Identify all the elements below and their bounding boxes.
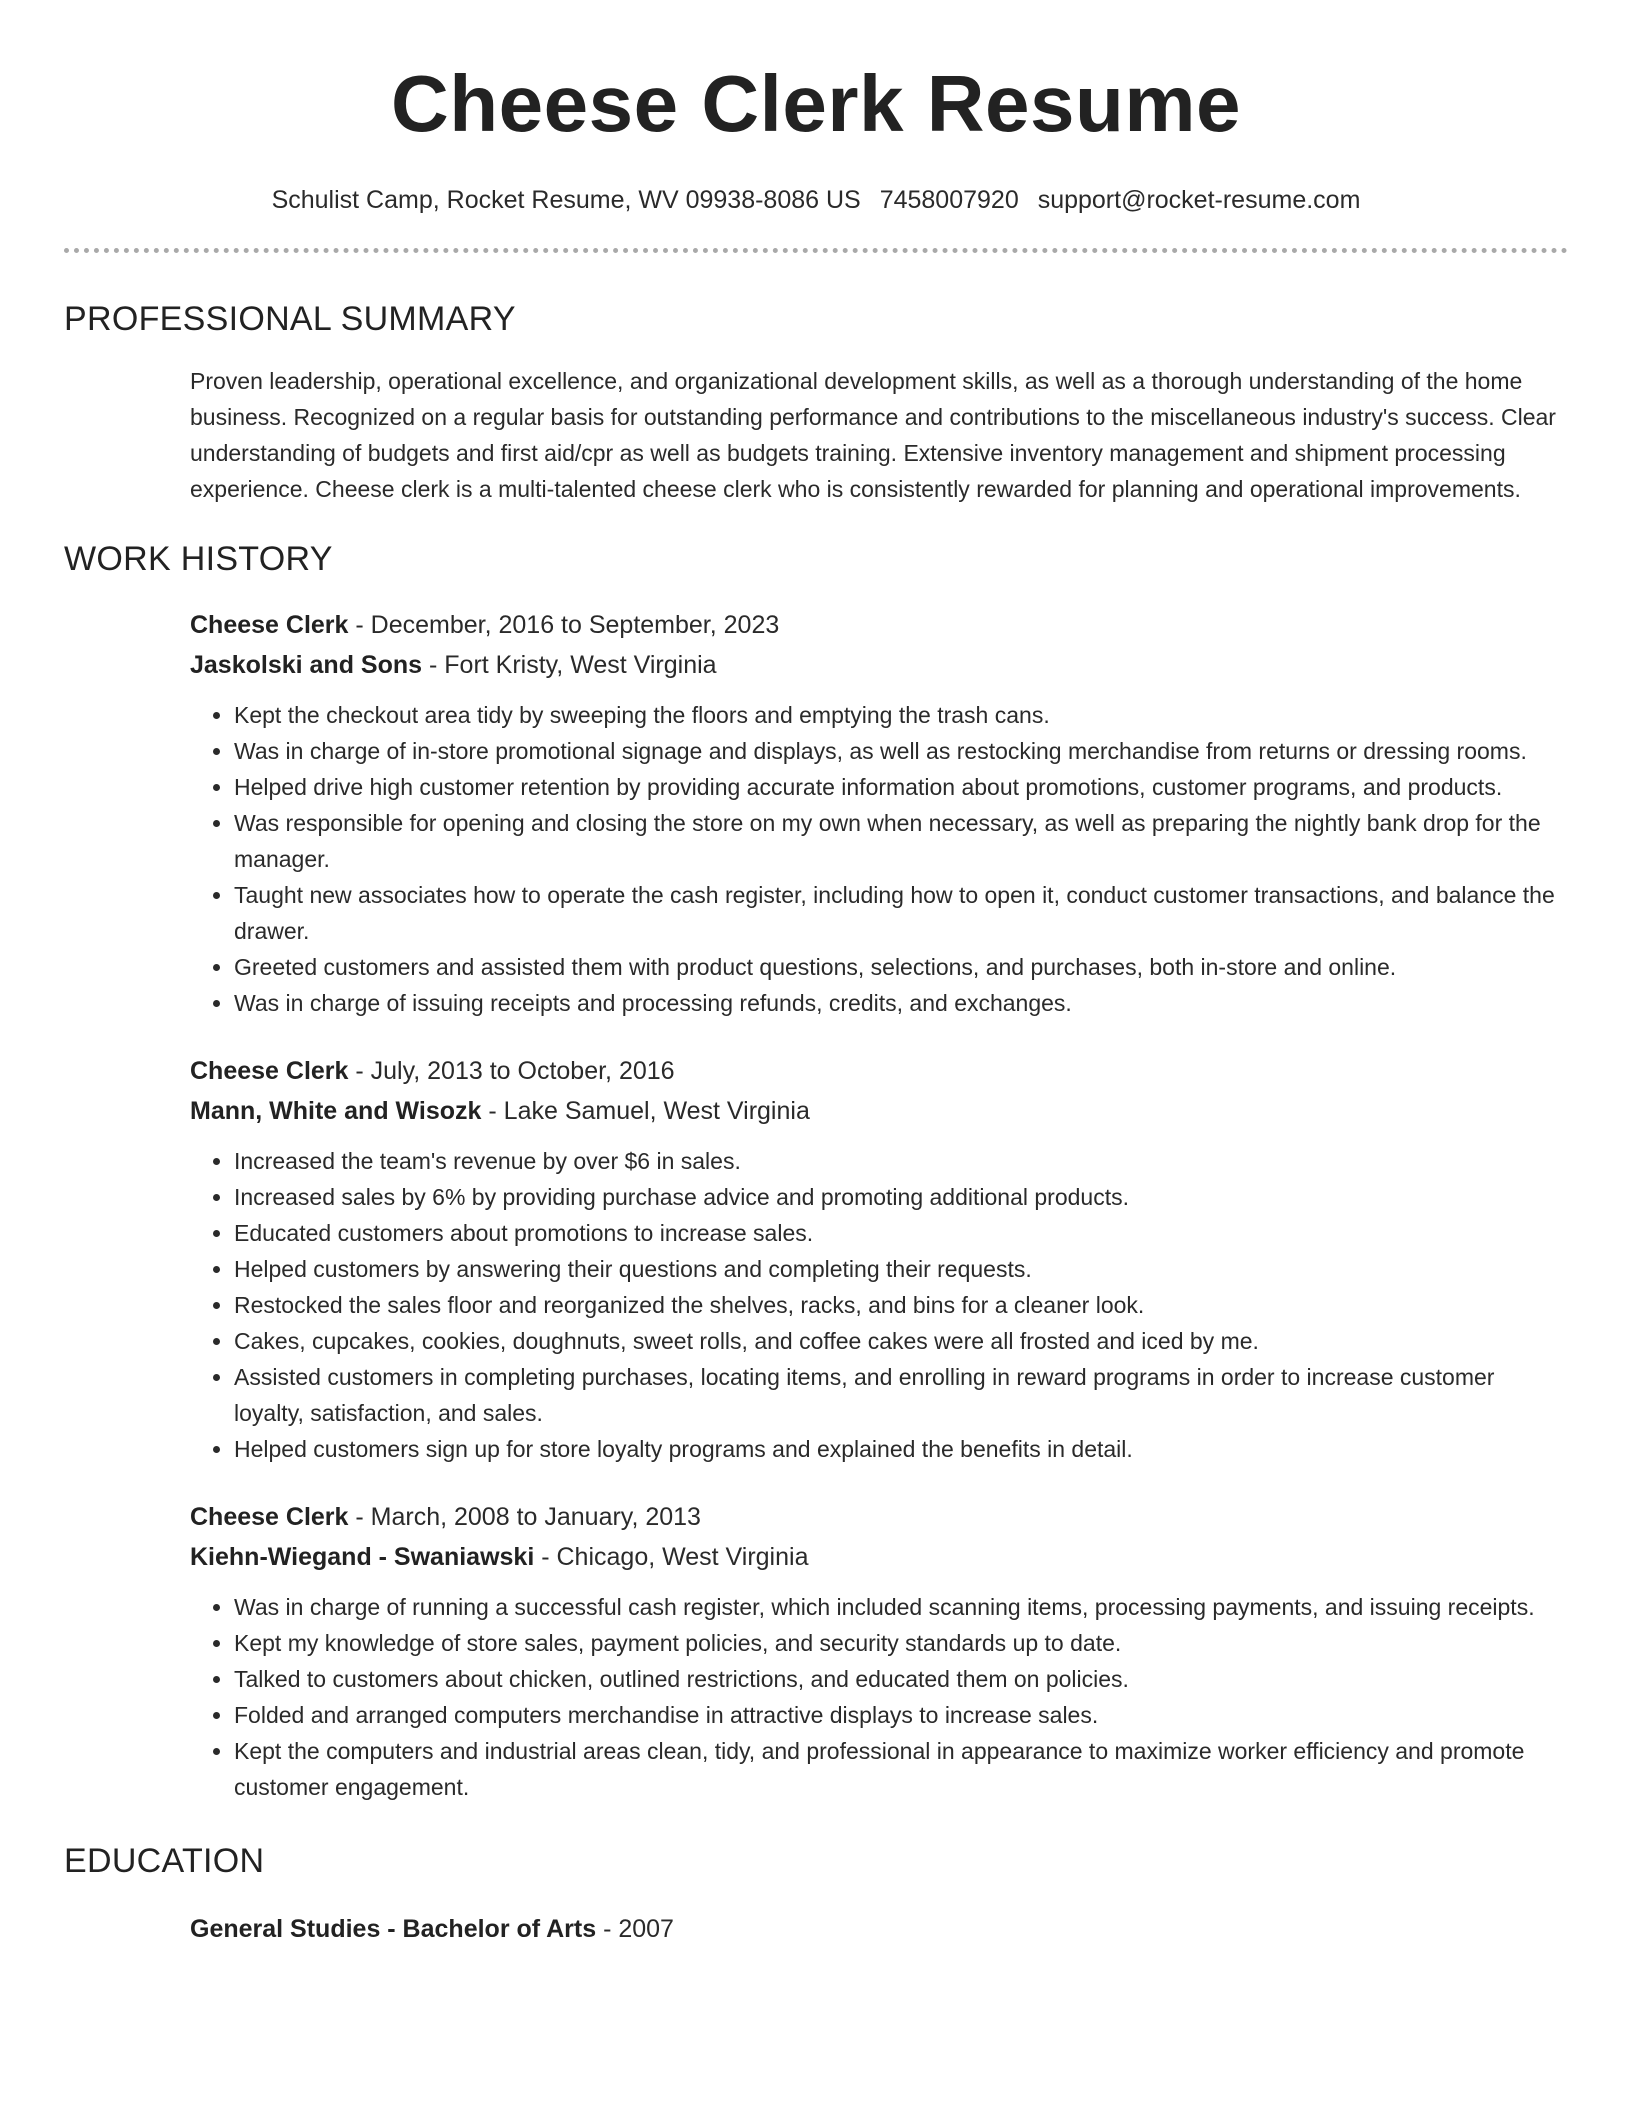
job-bullet: • Kept my knowledge of store sales, payment policies, and security standards up to date. — [234, 1625, 1568, 1661]
job-bullet: • Was in charge of in-store promotional signage and displays, as well as restocking merchandise from returns or dressing rooms. — [234, 733, 1568, 769]
job-bullet: • Folded and arranged computers merchandise in attractive displays to increase sales. — [234, 1697, 1568, 1733]
job-bullet: • Was responsible for opening and closing the store on my own when necessary, as well as preparing the nightly bank drop for the manager. — [234, 805, 1568, 877]
job-company-line — [190, 1537, 1568, 1577]
education-degree: General Studies - Bachelor of Arts — [190, 1915, 597, 1943]
job-bullet: • Was in charge of running a successful cash register, which included scanning items, processing payments, and issuing receipts. — [234, 1589, 1568, 1625]
education-entry — [190, 1909, 1568, 1949]
job-role-line — [190, 605, 1568, 645]
job-role: Cheese Clerk — [190, 1057, 349, 1085]
job-company: Mann, White and Wisozk — [190, 1097, 482, 1125]
job-entry — [190, 1051, 1568, 1467]
job-bullet: • Kept the checkout area tidy by sweeping the floors and emptying the trash cans. — [234, 697, 1568, 733]
job-entry — [190, 1497, 1568, 1805]
job-company: Jaskolski and Sons — [190, 651, 423, 679]
job-bullet: • Was in charge of issuing receipts and processing refunds, credits, and exchanges. — [234, 985, 1568, 1021]
job-bullet: • Restocked the sales floor and reorganized the shelves, racks, and bins for a cleaner look. — [234, 1287, 1568, 1323]
header-divider — [64, 248, 1568, 253]
job-bullet: • Helped customers by answering their questions and completing their requests. — [234, 1251, 1568, 1287]
contact-email: support@rocket-resume.com — [1037, 186, 1361, 214]
job-bullet: • Helped customers sign up for store loyalty programs and explained the benefits in detail. — [234, 1431, 1568, 1467]
job-bullet: • Increased the team's revenue by over $6 in sales. — [234, 1143, 1568, 1179]
job-bullet: • Taught new associates how to operate the cash register, including how to open it, conduct customer transactions, and balance the drawer. — [234, 877, 1568, 949]
job-role: Cheese Clerk — [190, 611, 349, 639]
summary-paragraph: Proven leadership, operational excellence, and organizational development skills, as well as a thorough understanding of the home business. Recognized on a regular basis for outstanding performance and contributions to the miscellaneous industry's success. Clear understanding of budgets and first aid/cpr as well as budgets training. Extensive inventory management and shipment processing experience. Cheese clerk is a multi-talented cheese clerk who is consistently rewarded for planning and operational improvements. — [190, 368, 1556, 502]
job-bullet: • Cakes, cupcakes, cookies, doughnuts, sweet rolls, and coffee cakes were all frosted and iced by me. — [234, 1323, 1568, 1359]
job-dates: - December, 2016 to September, 2023 — [348, 611, 780, 639]
job-bullet: • Kept the computers and industrial areas clean, tidy, and professional in appearance to maximize worker efficiency and promote customer engagement. — [234, 1733, 1568, 1805]
job-bullet: • Talked to customers about chicken, outlined restrictions, and educated them on policies. — [234, 1661, 1568, 1697]
contact-line — [64, 182, 1568, 218]
section-title-work-history: WORK HISTORY — [64, 540, 333, 578]
job-dates: - July, 2013 to October, 2016 — [348, 1057, 675, 1085]
contact-phone: 7458007920 — [879, 186, 1019, 214]
job-bullet: • Helped drive high customer retention by providing accurate information about promotions, customer programs, and products. — [234, 769, 1568, 805]
job-location: - Lake Samuel, West Virginia — [481, 1097, 810, 1125]
contact-address: Schulist Camp, Rocket Resume, WV 09938-8086 US — [271, 186, 861, 214]
job-location: - Fort Kristy, West Virginia — [422, 651, 717, 679]
resume-title: Cheese Clerk Resume — [391, 59, 1241, 148]
job-role-line — [190, 1051, 1568, 1091]
job-company: Kiehn-Wiegand - Swaniawski — [190, 1543, 535, 1571]
job-bullet: • Educated customers about promotions to increase sales. — [234, 1215, 1568, 1251]
job-company-line — [190, 645, 1568, 685]
job-bullets — [190, 1589, 1568, 1805]
section-title-summary: PROFESSIONAL SUMMARY — [64, 300, 516, 338]
job-location: - Chicago, West Virginia — [534, 1543, 809, 1571]
job-entry — [190, 605, 1568, 1021]
section-title-education: EDUCATION — [64, 1842, 265, 1880]
education-year: - 2007 — [596, 1915, 674, 1943]
job-bullets — [190, 1143, 1568, 1467]
resume-page — [64, 0, 1568, 1949]
job-bullet: • Assisted customers in completing purchases, locating items, and enrolling in reward programs in order to increase customer loyalty, satisfaction, and sales. — [234, 1359, 1568, 1431]
job-bullet: • Greeted customers and assisted them with product questions, selections, and purchases, both in-store and online. — [234, 949, 1568, 985]
job-bullet: • Increased sales by 6% by providing purchase advice and promoting additional products. — [234, 1179, 1568, 1215]
job-role-line — [190, 1497, 1568, 1537]
job-dates: - March, 2008 to January, 2013 — [348, 1503, 701, 1531]
job-company-line — [190, 1091, 1568, 1131]
job-bullets — [190, 697, 1568, 1021]
job-role: Cheese Clerk — [190, 1503, 349, 1531]
